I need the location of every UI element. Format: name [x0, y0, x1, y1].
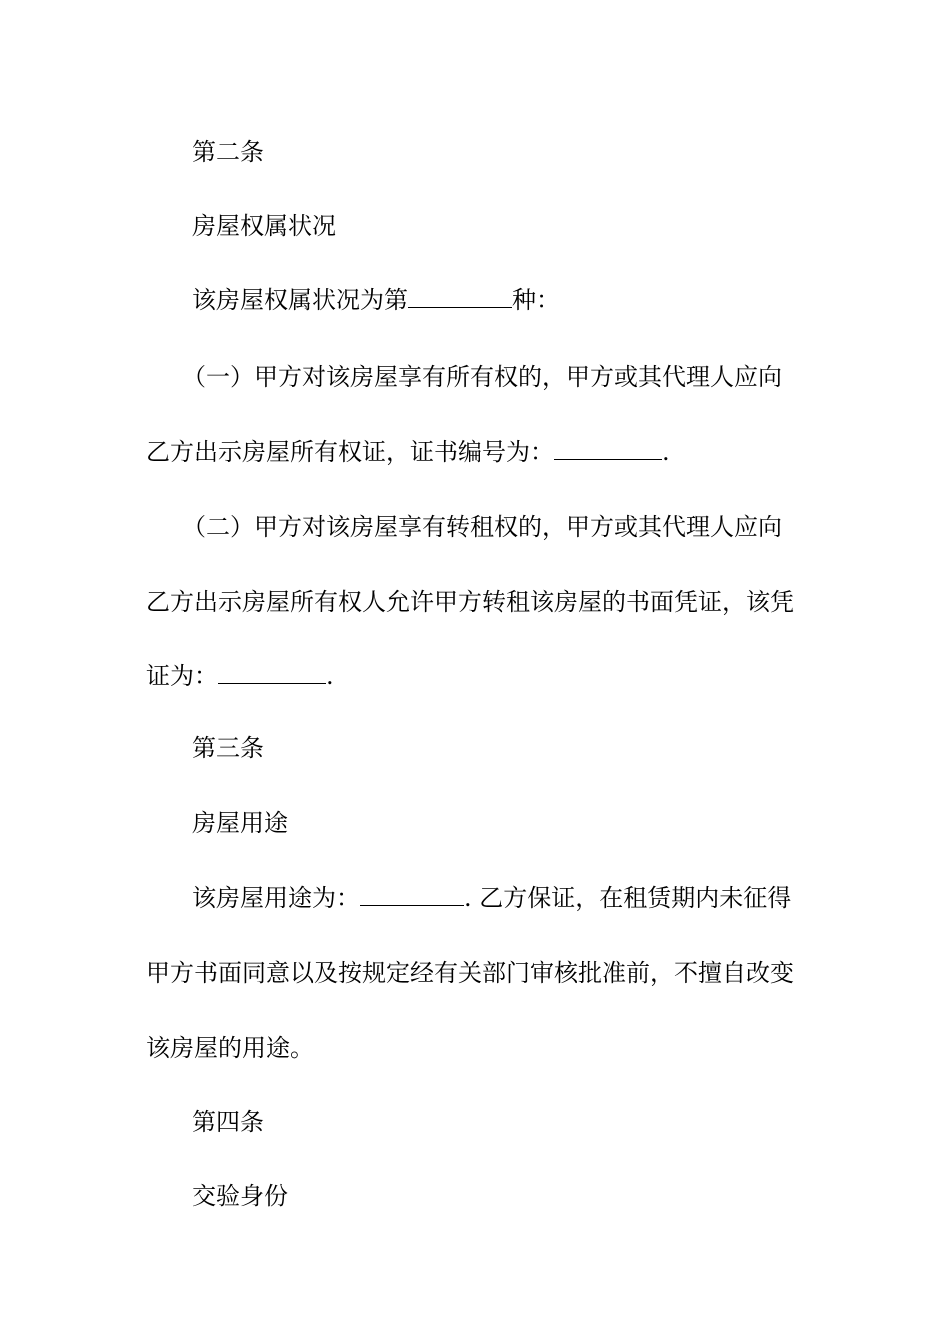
article-4-title: 交验身份 [192, 1182, 288, 1210]
article-3-para-line-3: 该房屋的用途。 [146, 1034, 314, 1062]
blank-field [408, 285, 512, 308]
article-3-title: 房屋用途 [192, 809, 288, 837]
blank-field [554, 437, 662, 460]
blank-field [218, 661, 326, 684]
article-3-para-line-2: 甲方书面同意以及按规定经有关部门审核批准前，不擅自改变 [146, 959, 794, 987]
blank-field [360, 883, 464, 906]
article-2-item-2-line-1: （二）甲方对该房屋享有转租权的，甲方或其代理人应向 [182, 513, 782, 541]
article-2-item-2-line-3: 证为： . [146, 662, 334, 690]
article-4-heading: 第四条 [192, 1108, 264, 1136]
article-2-intro: 该房屋权属状况为第 种： [192, 286, 560, 314]
article-3-para-line-1: 该房屋用途为： . 乙方保证，在租赁期内未征得 [192, 884, 792, 912]
article-2-title: 房屋权属状况 [192, 212, 336, 240]
article-3-heading: 第三条 [192, 734, 264, 762]
article-2-item-1-line-2: 乙方出示房屋所有权证，证书编号为： . [146, 438, 670, 466]
article-2-heading: 第二条 [192, 138, 264, 166]
article-2-item-1-line-1: （一）甲方对该房屋享有所有权的，甲方或其代理人应向 [182, 363, 782, 391]
article-2-item-2-line-2: 乙方出示房屋所有权人允许甲方转租该房屋的书面凭证，该凭 [146, 588, 794, 616]
